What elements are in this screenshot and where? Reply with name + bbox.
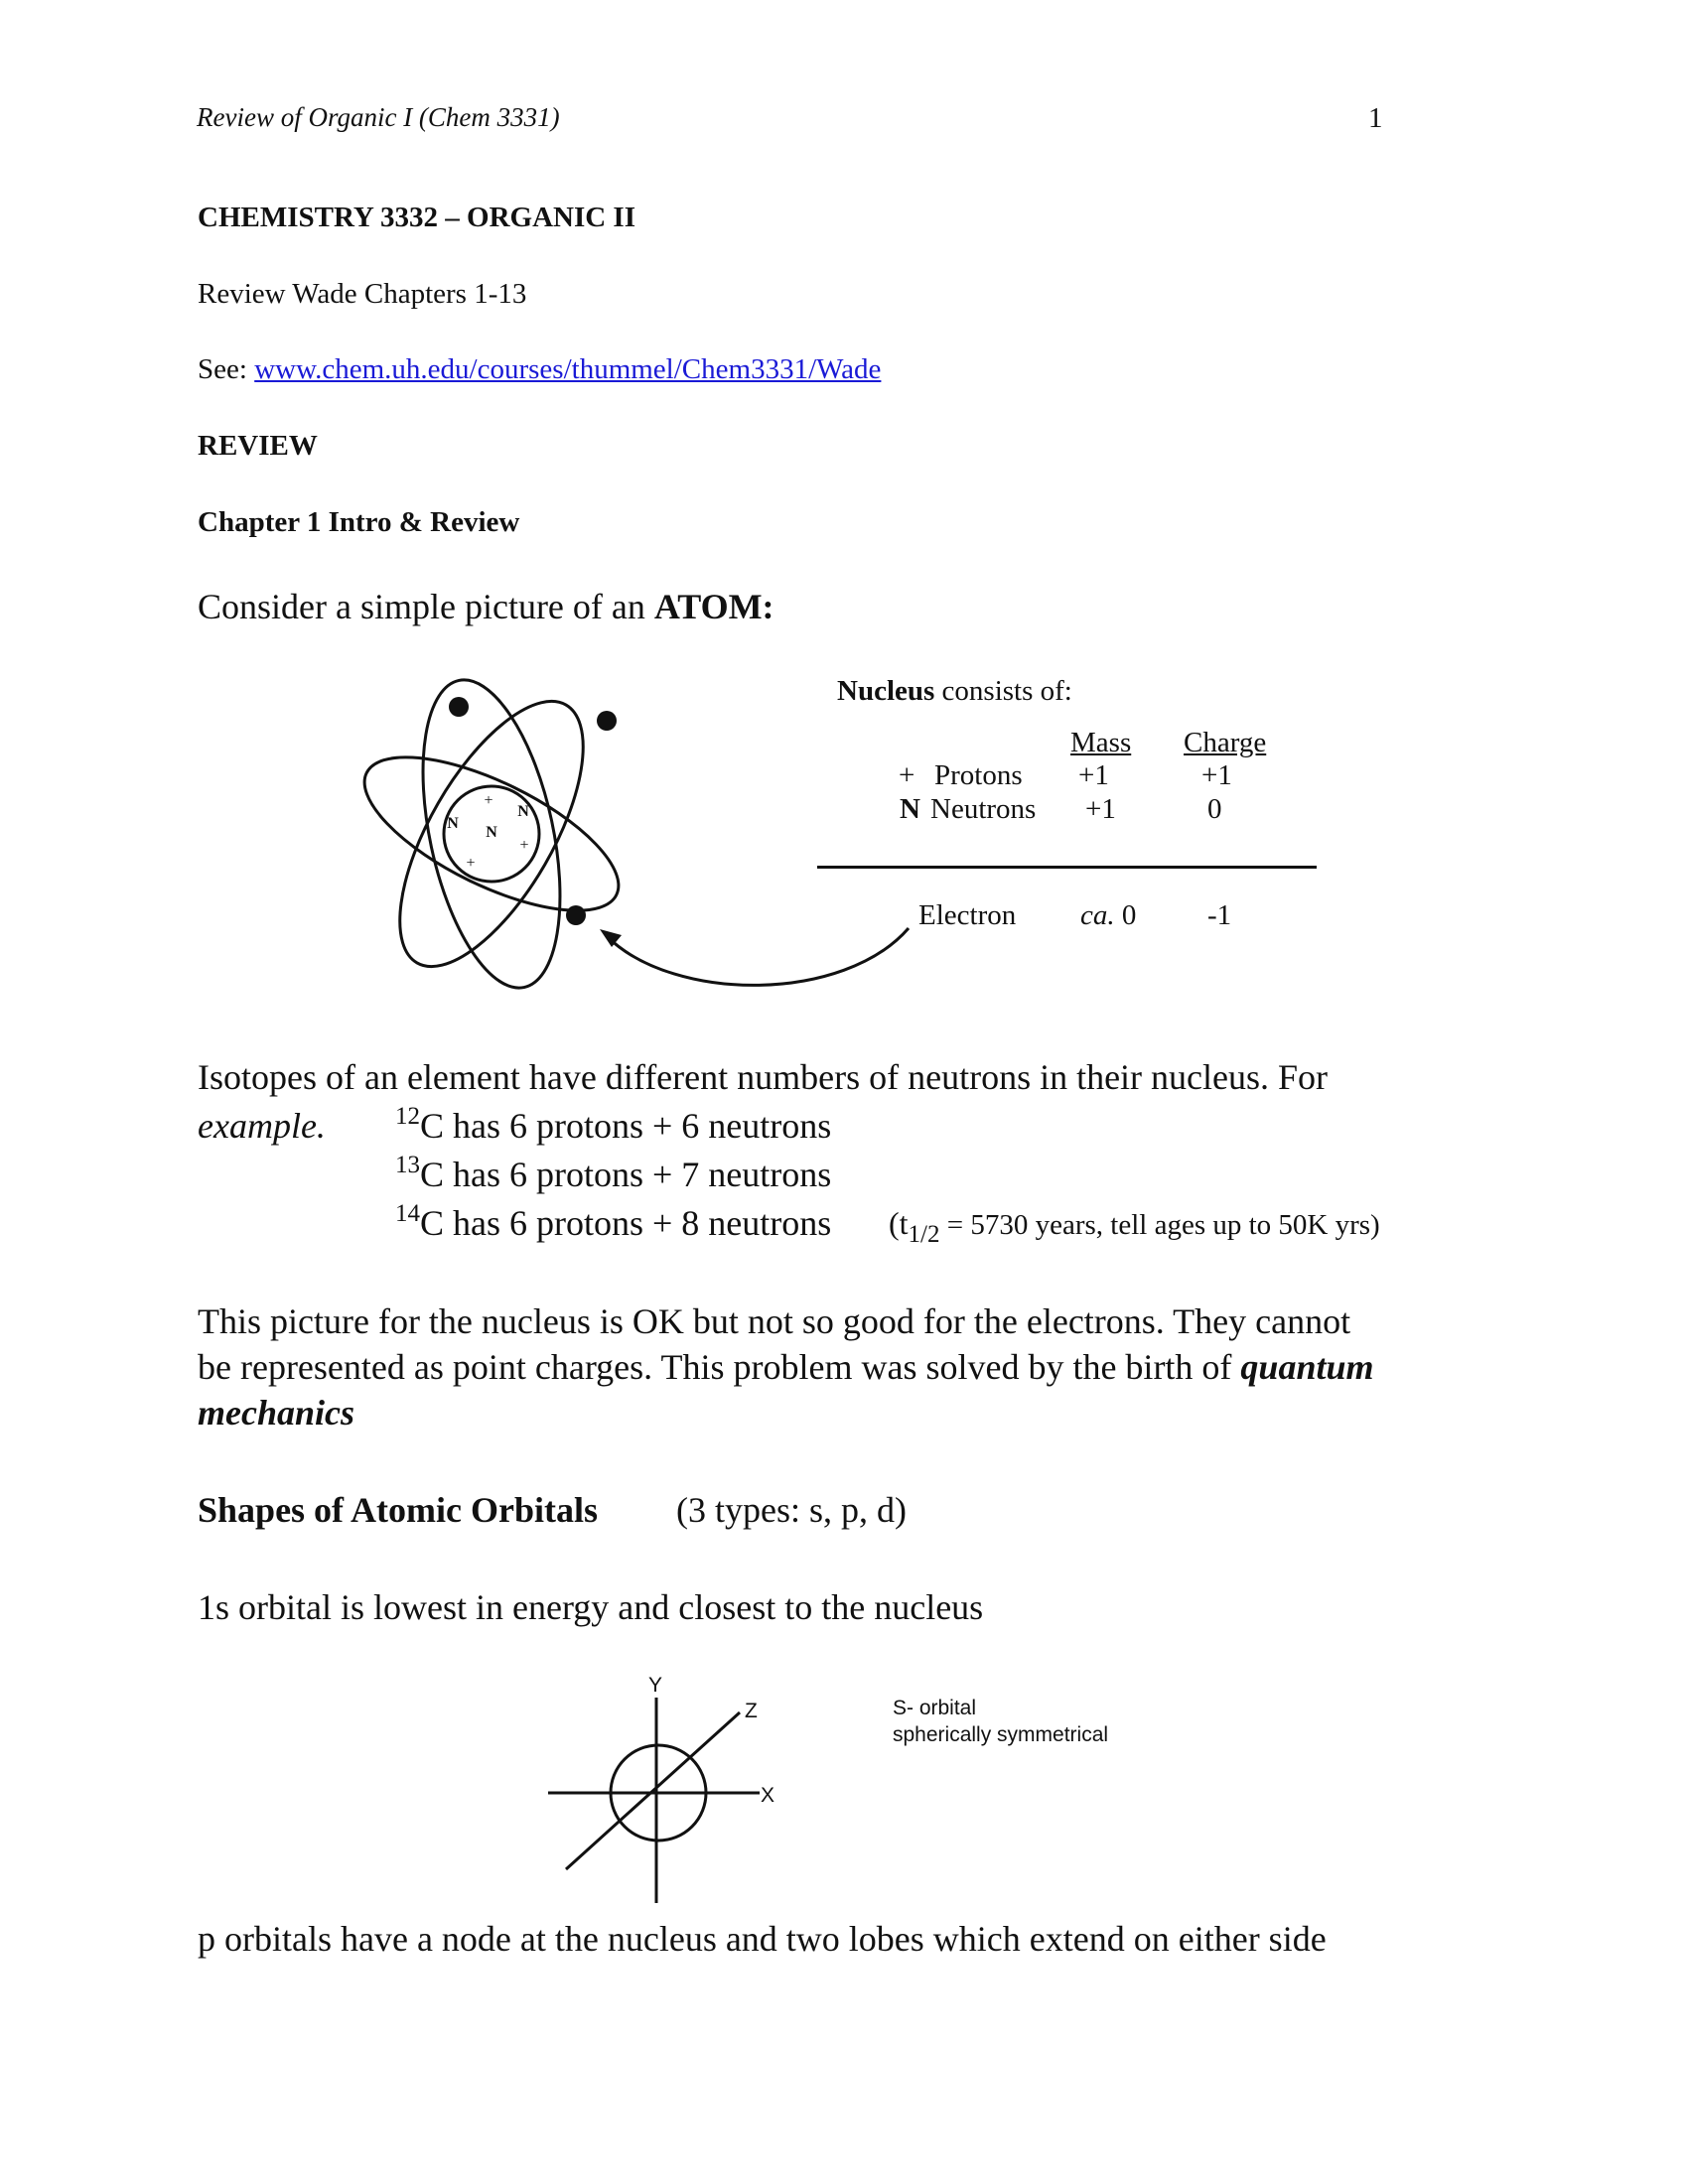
see-line [198,353,881,386]
mass-number: 12 [395,1103,420,1130]
halflife-note [889,1205,1380,1248]
review-heading: REVIEW [198,430,318,462]
nucleus-heading-rest: consists of: [934,675,1072,707]
row-protons-symbol: + [899,759,915,791]
halflife-sub: 1/2 [908,1221,940,1248]
z-axis [566,1712,740,1869]
row-neutrons-mass: +1 [1085,793,1116,825]
s-orbital-diagram [536,1668,794,1906]
page-number: 1 [1368,102,1383,134]
s-orbital-caption-2: spherically symmetrical [893,1723,1109,1746]
see-prefix: See: [198,353,255,385]
quantum-word: quantum [1240,1347,1374,1387]
nucleus-label: N [486,824,497,841]
orbitals-heading-types: (3 types: s, p, d) [676,1490,907,1530]
running-header: Review of Organic I (Chem 3331) [197,102,560,132]
mass-number: 13 [395,1152,420,1178]
atom-intro [198,586,774,627]
nucleus-label: N [517,803,529,820]
axis-label-x: X [761,1784,775,1807]
halflife-rest: = 5730 years, tell ages up to 50K yrs) [939,1209,1380,1241]
p-orbital-line: p orbitals have a node at the nucleus and two lobes which extend on either side [198,1919,1327,1959]
example-label: example. [198,1106,326,1146]
row-protons-name: Protons [934,759,1023,791]
s-orbital-line: 1s orbital is lowest in energy and closest to the nucleus [198,1587,984,1627]
isotope-item-c14 [395,1202,831,1244]
isotope-item-c13 [395,1154,831,1195]
nucleus-heading-bold: Nucleus [837,675,935,707]
row-neutrons-symbol: N [900,793,920,825]
row-electron-name: Electron [918,899,1017,931]
mass-number: 14 [395,1200,420,1227]
isotopes-line: Isotopes of an element have different numbers of neutrons in their nucleus. For [198,1057,1329,1097]
mechanics-word: mechanics [198,1393,354,1433]
col-mass-header: Mass [1070,727,1132,758]
quantum-para-line1: This picture for the nucleus is OK but not so good for the electrons. They cannot [198,1301,1351,1341]
electron-mass-prefix: ca. [1080,899,1115,931]
electron-dot-right [597,711,617,731]
row-electron-mass [1080,899,1136,932]
isotope-text: C has 6 protons + 6 neutrons [420,1106,832,1146]
pointer-arrow-curve [608,928,909,985]
quantum-para-line2 [198,1346,1374,1388]
nucleus-label: N [447,815,459,832]
isotope-text: C has 6 protons + 7 neutrons [420,1155,832,1194]
wade-link[interactable]: www.chem.uh.edu/courses/thummel/Chem3331/Wade [254,353,882,385]
halflife-open: (t [889,1205,909,1241]
nucleus-label: + [484,792,493,809]
row-electron-charge: -1 [1207,899,1232,931]
row-protons-charge: +1 [1201,759,1232,791]
atom-intro-text: Consider a simple picture of an [198,587,654,626]
row-neutrons-charge: 0 [1207,793,1222,825]
chapter-heading: Chapter 1 Intro & Review [198,506,520,538]
electron-dot-bottom [566,905,586,925]
review-line: Review Wade Chapters 1-13 [198,278,527,310]
pointer-arrowhead [600,929,622,947]
nucleus-label: + [466,855,476,872]
course-title: CHEMISTRY 3332 – ORGANIC II [198,202,636,233]
table-divider [817,866,1317,869]
nucleus-label: + [519,837,529,854]
isotope-item-c12 [395,1105,831,1147]
orbitals-heading [198,1489,598,1531]
electron-mass-value: 0 [1121,899,1137,931]
axis-label-y: Y [648,1674,663,1697]
atom-intro-bold: ATOM: [653,587,774,626]
s-orbital-caption-1: S- orbital [893,1697,977,1719]
nucleus-heading [837,675,1072,708]
isotope-text: C has 6 protons + 8 neutrons [420,1203,832,1243]
col-charge-header: Charge [1184,727,1267,758]
axis-label-z: Z [745,1700,758,1722]
orbitals-heading-bold: Shapes of Atomic Orbitals [198,1490,599,1530]
quantum-para-text: be represented as point charges. This problem was solved by the birth of [198,1347,1241,1387]
row-protons-mass: +1 [1078,759,1109,791]
row-neutrons-name: Neutrons [930,793,1037,825]
electron-dot-top [449,697,469,717]
atom-diagram [338,675,933,1013]
